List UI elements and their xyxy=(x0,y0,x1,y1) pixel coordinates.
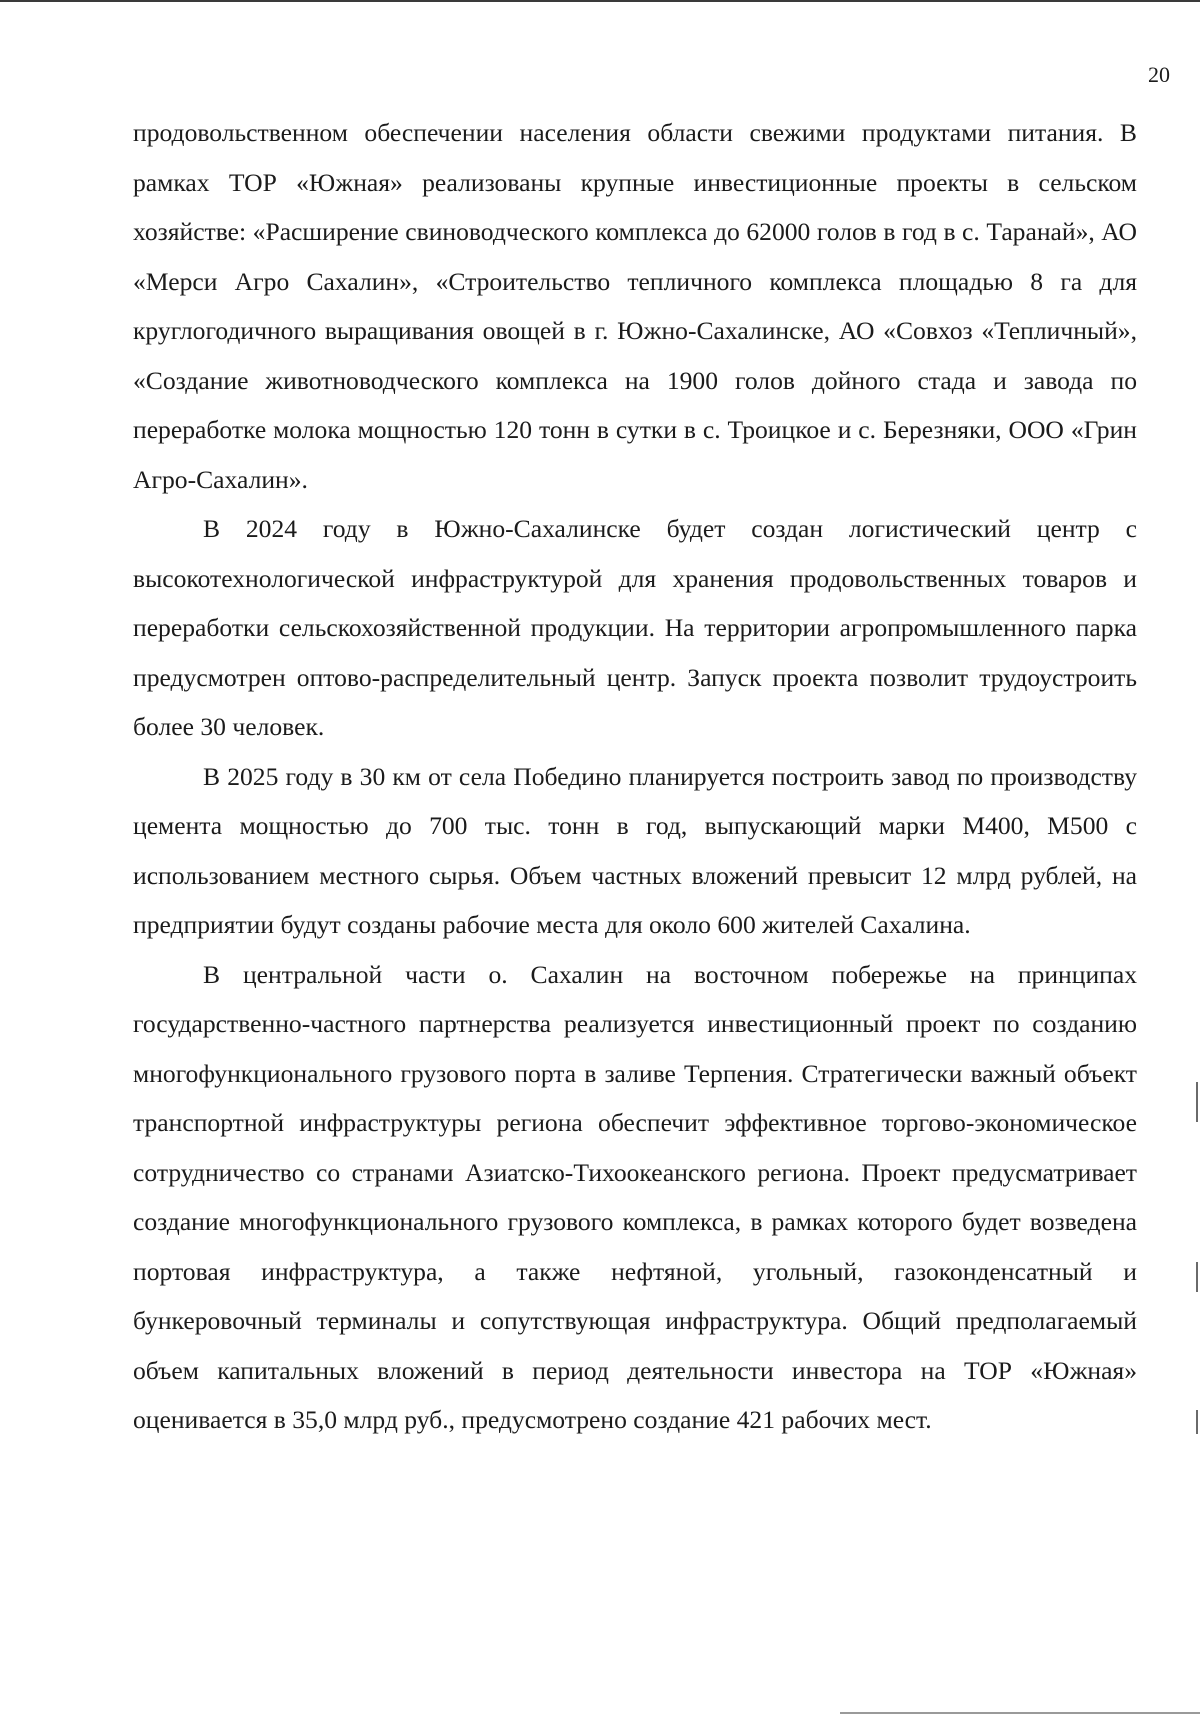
scan-edge-mark xyxy=(1196,1410,1198,1434)
paragraph-agriculture-projects: продовольственном обеспечении населения области свежими продуктами питания. В рамках ТОР «Южная» реализованы крупные инвестиционные проекты в сельском хозяйстве: «Расширение свиноводческого комплекса до 62000 голов в год в с. Таранай», АО «Мерси Агро Сахалин», «Строительство тепличного комплекса площадью 8 га для круглогодичного выращивания овощей в г. Южно-Сахалинске, АО «Совхоз «Тепличный», «Создание животноводческого комплекса на 1900 голов дойного стада и завода по переработке молока мощностью 120 тонн в сутки в с. Троицкое и с. Березняки, ООО «Грин Агро-Сахалин». xyxy=(133,118,1137,494)
document-body xyxy=(133,108,1137,1445)
page-number: 20 xyxy=(1148,62,1170,87)
scan-bottom-mark xyxy=(840,1712,1200,1714)
paragraph-cement-plant: В 2025 году в 30 км от села Победино планируется построить завод по производству цемента мощностью до 700 тыс. тонн в год, выпускающий марки М400, М500 с использованием местного сырья. Объем частных вложений превысит 12 млрд рублей, на предприятии будут созданы рабочие места для около 600 жителей Сахалина. xyxy=(133,761,1137,939)
paragraph-cargo-port: В центральной части о. Сахалин на восточном побережье на принципах государственно-частного партнерства реализуется инвестиционный проект по созданию многофункционального грузового порта в заливе Терпения. Стратегически важный объект транспортной инфраструктуры региона обеспечит эффективное торгово-экономическое сотрудничество со странами Азиатско-Тихоокеанского региона. Проект предусматривает создание многофункционального грузового комплекса, в рамках которого будет возведена портовая инфраструктура, а также нефтяной, угольный, газоконденсатный и бункеровочный терминалы и сопутствующая инфраструктура. Общий предполагаемый объем капитальных вложений в период деятельности инвестора на ТОР «Южная» оценивается в 35,0 млрд руб., предусмотрено создание 421 рабочих мест. xyxy=(133,959,1137,1434)
scan-edge-mark xyxy=(1196,1262,1198,1292)
paragraph-logistics-center: В 2024 году в Южно-Сахалинске будет создан логистический центр с высокотехнологической инфраструктурой для хранения продовольственных товаров и переработки сельскохозяйственной продукции. На территории агропромышленного парка предусмотрен оптово-распределительный центр. Запуск проекта позволит трудоустроить более 30 человек. xyxy=(133,514,1137,741)
scan-edge-mark xyxy=(1196,1082,1198,1122)
top-border-line xyxy=(0,0,1200,2)
